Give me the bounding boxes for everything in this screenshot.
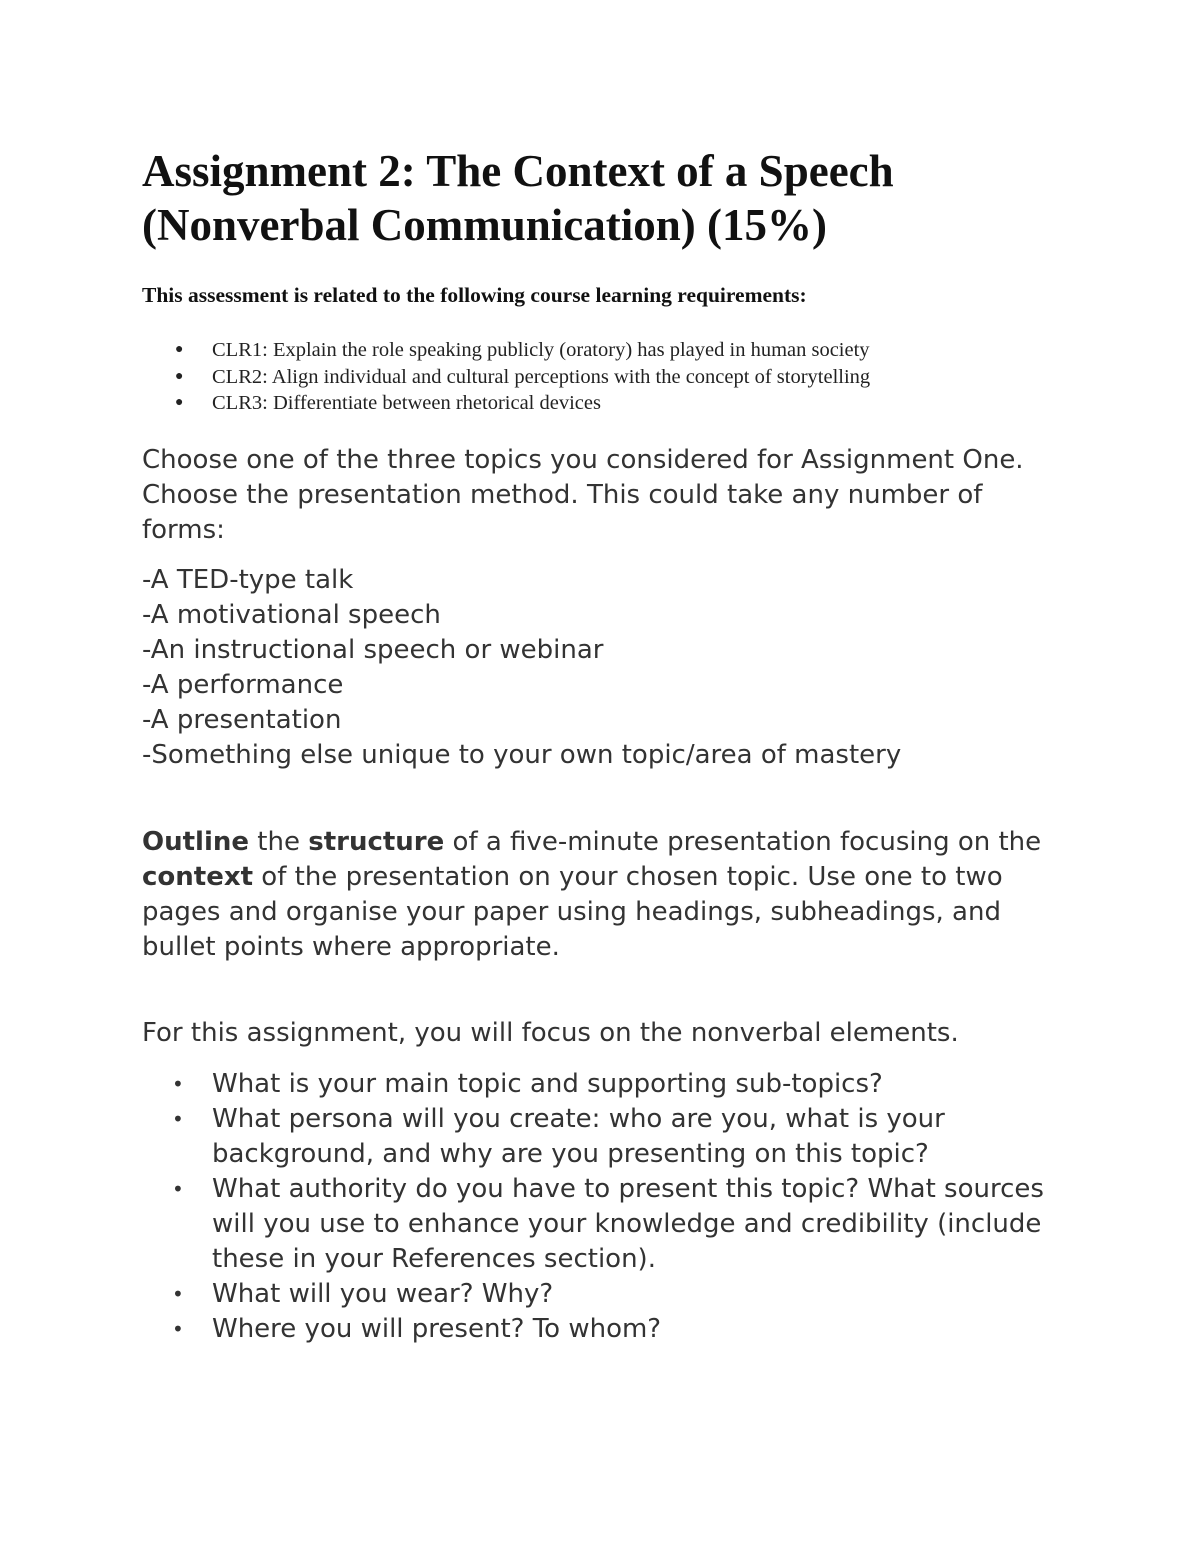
intro-paragraph: Choose one of the three topics you considered for Assignment One. Choose the presentation method. This could take any number of forms: (142, 445, 1024, 545)
clr-heading: This assessment is related to the following course learning requirements: (142, 283, 807, 307)
question-item (142, 1172, 1062, 1277)
form-item: -A presentation (142, 705, 342, 735)
assignment-title: Assignment 2: The Context of a Speech (Nonverbal Communication) (15%) (142, 146, 894, 250)
clr-item (142, 364, 870, 391)
question-item (142, 1277, 1062, 1312)
outline-text: of a five-minute presentation focusing on the (444, 827, 1042, 857)
clr-item (142, 390, 870, 417)
bullet-icon: • (172, 1072, 184, 1096)
clr-item (142, 337, 870, 364)
clr-item-text: CLR1: Explain the role speaking publicly (oratory) has played in human society (212, 339, 870, 361)
clr-list (142, 337, 870, 417)
bullet-icon: ● (175, 342, 184, 357)
question-text: What is your main topic and supporting sub-topics? (212, 1069, 883, 1099)
question-text: What persona will you create: who are you, what is your background, and why are you presenting on this topic? (212, 1104, 945, 1169)
outline-keyword: Outline (142, 827, 250, 857)
question-text: What will you wear? Why? (212, 1279, 554, 1309)
bullet-icon: • (172, 1282, 184, 1306)
form-item: -A motivational speech (142, 600, 441, 630)
bullet-icon: ● (175, 368, 184, 384)
presentation-forms-list (142, 563, 1062, 773)
bullet-icon: • (172, 1107, 184, 1131)
question-item (142, 1102, 1062, 1172)
clr-item-text: CLR2: Align individual and cultural perceptions with the concept of storytelling (212, 365, 871, 388)
question-text: Where you will present? To whom? (212, 1314, 662, 1344)
bullet-icon: ● (175, 395, 184, 410)
context-keyword: context (142, 862, 254, 892)
form-item: -A performance (142, 670, 344, 700)
question-item (142, 1312, 1062, 1347)
form-item: -An instructional speech or webinar (142, 635, 604, 665)
structure-keyword: structure (308, 827, 445, 857)
focus-paragraph: For this assignment, you will focus on the nonverbal elements. (142, 1018, 959, 1048)
outline-paragraph (142, 825, 1062, 965)
outline-text: of the presentation on your chosen topic. Use one to two pages and organise your paper using headings, subheadings, and bullet points where appropriate. (142, 862, 1003, 962)
bullet-icon: • (172, 1317, 184, 1341)
form-item: -A TED-type talk (142, 565, 354, 595)
question-text: What authority do you have to present this topic? What sources will you use to enhance your knowledge and credibility (include these in your References section). (212, 1174, 1044, 1274)
question-item (142, 1067, 1062, 1102)
outline-text: the (249, 827, 309, 857)
questions-list (142, 1067, 1062, 1347)
clr-item-text: CLR3: Differentiate between rhetorical devices (212, 392, 601, 414)
form-item: -Something else unique to your own topic/area of mastery (142, 740, 902, 770)
bullet-icon: • (172, 1177, 184, 1201)
